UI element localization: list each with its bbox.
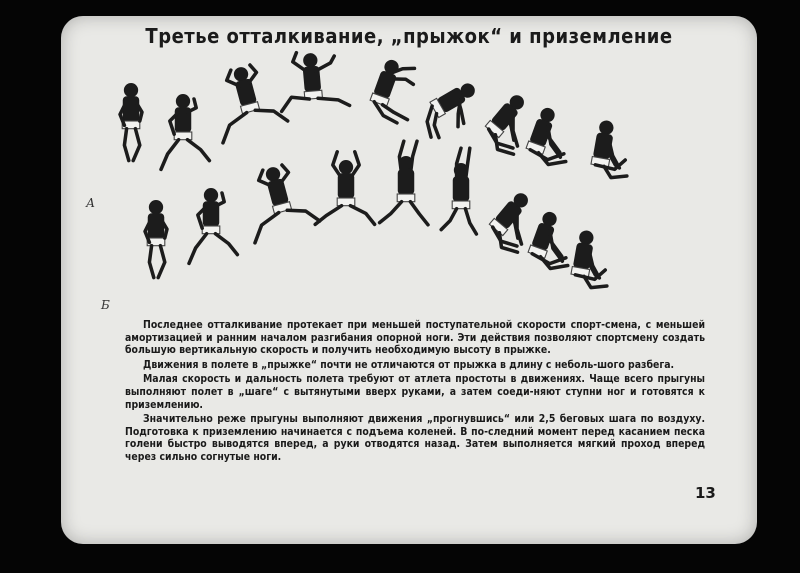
athlete-figure (315, 152, 374, 225)
text-body (125, 319, 705, 466)
row-label-a: А (86, 196, 96, 210)
slide-frame (61, 16, 757, 544)
row-label-b: Б (101, 298, 110, 312)
athlete-figure (523, 106, 580, 170)
athlete-figure (237, 159, 321, 243)
paragraph-2: Движения в полете в „прыжке“ почти не отличаются от прыжка в длину с неболь-шого разбега. (143, 358, 675, 371)
paragraph-4: Значительно реже прыгуны выполняют движения „прогнувшись“ или 2,5 беговых шага по воздуху. Подготовка к приземлению начинается с подъема коленей. В по-следний момент перед касанием песка голени быстро выводятся вперед, а руки отводятся назад. Затем выполняется мягкий проход вперед через сильно согнутые ноги. (125, 413, 705, 463)
athlete-figure (161, 95, 209, 170)
slide-title: Третье отталкивание, „прыжок“ и приземление (145, 24, 673, 48)
athlete-figure (569, 230, 615, 291)
jump-sequence-illustrations (61, 16, 757, 316)
athlete-figure (380, 141, 428, 225)
athlete-figure (189, 189, 237, 264)
athlete-figure (120, 84, 142, 161)
athlete-figure (145, 201, 167, 278)
page-number: 13 (695, 484, 716, 502)
sequence-row-b (145, 141, 616, 290)
athlete-figure (366, 58, 425, 126)
athlete-figure (416, 80, 487, 141)
athlete-figure (441, 148, 476, 234)
athlete-figure (205, 59, 289, 143)
athlete-figure (277, 48, 350, 111)
sequence-row-a (120, 48, 636, 180)
athlete-figure (589, 120, 635, 181)
paragraph-3: Малая скорость и дальность полета требуют от атлета простоты в движениях. Чаще всего прыгуны выполняют полет в „шаге“ с вытянутыми вверх руками, а затем соеди-няют ступни ног и готовятся к приземлению. (125, 373, 705, 411)
paragraph-1: Последнее отталкивание протекает при меньшей поступательной скорости спорт-смена, с меньшей амортизацией и ранним началом разгибания опорной ноги. Эти действия позволяют спортсмену создать большую вертикальную скорость и получить необходимую высоту в прыжке. (125, 319, 705, 357)
